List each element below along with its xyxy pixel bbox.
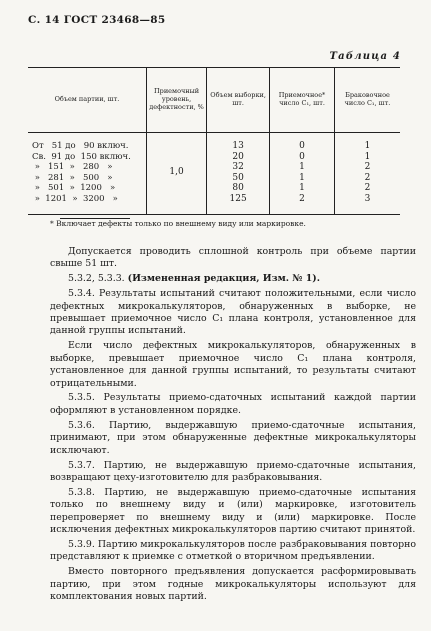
acceptance-level-cell: 1,0 <box>146 133 206 215</box>
acceptance-number-value: 2 <box>299 193 305 204</box>
acceptance-number-cell <box>270 133 335 215</box>
column-header-sample-size: Объем выборки, шт. <box>207 68 270 133</box>
paragraph: 5.3.6. Партию, выдержавшую приемо-сдаточные испытания, принимают, при этом обнаруженные дефектные микрокалькуляторы исключают. <box>50 419 416 456</box>
sample-size-value: 20 <box>232 151 244 162</box>
rejection-number-value: 2 <box>364 172 371 183</box>
rejection-number-value: 2 <box>364 183 371 193</box>
rejection-number-value: 1 <box>364 141 371 151</box>
body-text <box>50 246 416 606</box>
acceptance-number-value: 1 <box>299 172 305 183</box>
rejection-number-cell <box>334 133 400 215</box>
sample-size-value: 13 <box>232 141 244 151</box>
rejection-number-value: 3 <box>364 193 371 204</box>
batch-size-row: » 501 » 1200 » <box>32 183 116 193</box>
paragraph: Если число дефектных микрокалькуляторов, обнаруженных в выборке, превышает приемочное число C₁ плана контроля, установленное для данной группы испытаний, то результаты считают отрицательными. <box>50 340 416 389</box>
paragraph: 5.3.4. Результаты испытаний считают положительными, если число дефектных микрокалькуляторов, обнаруженных в выборке, не превышает приемочное число C₁ плана контроля, установленное для данной группы испытаний. <box>50 288 416 337</box>
batch-size-row: » 281 » 500 » <box>32 172 113 183</box>
amendment-note-bold: (Измененная редакция, Изм. № 1). <box>127 273 320 285</box>
column-header-acceptance-level: Приемочный уровень, дефектности, % <box>146 68 206 133</box>
sample-size-value: 32 <box>232 162 244 172</box>
sampling-table <box>28 67 400 215</box>
paragraph-amendment-note: 5.3.2, 5.3.3. (Измененная редакция, Изм. № 1). <box>68 273 320 285</box>
batch-size-row: » 1201 » 3200 » <box>32 193 118 204</box>
acceptance-number-value: 1 <box>299 183 305 193</box>
paragraph: 5.3.7. Партию, не выдержавшую приемо-сдаточные испытания, возвращают цеху-изготовителю для разбраковывания. <box>50 459 416 483</box>
batch-size-row: » 151 » 280 » <box>32 162 113 172</box>
page-header: С. 14 ГОСТ 23468—85 <box>28 14 166 26</box>
batch-size-row: От 51 до 90 включ. <box>32 141 129 151</box>
paragraph: Вместо повторного предъявления допускается расформировывать партию, при этом годные микрокалькуляторы используют для комплектования новых партий. <box>50 566 416 603</box>
acceptance-number-value: 1 <box>299 162 305 172</box>
paragraph: Допускается проводить сплошной контроль при объеме партии свыше 51 шт. <box>50 246 416 270</box>
sample-size-cell <box>207 133 270 215</box>
rejection-number-value: 2 <box>364 162 371 172</box>
sample-size-value: 80 <box>232 183 244 193</box>
rejection-number-value: 1 <box>364 151 371 162</box>
paragraph: 5.3.8. Партию, не выдержавшую приемо-сдаточные испытания только по внешнему виду и (или) маркировке, изготовитель перепроверяет по внешнему виду и (или) маркировке. После исключения дефектных микрокалькуляторов партию считают принятой. <box>50 486 416 536</box>
table-label: Таблица 4 <box>329 51 401 62</box>
batch-size-row: Св. 91 до 150 включ. <box>32 151 131 162</box>
table-footnote: * Включает дефекты только по внешнему виду или маркировке. <box>50 219 306 228</box>
column-header-acceptance-number: Приемочное* число C₁, шт. <box>270 68 335 133</box>
paragraph: 5.3.9. Партию микрокалькуляторов после разбраковывания повторно представляют к приемке с отметкой о вторичном предъявлении. <box>50 538 416 563</box>
sample-size-value: 125 <box>229 193 247 204</box>
sample-size-value: 50 <box>232 172 244 183</box>
acceptance-number-value: 0 <box>299 141 305 151</box>
acceptance-number-value: 0 <box>299 151 305 162</box>
batch-size-cell <box>28 133 146 215</box>
column-header-rejection-number: Браковочное число C₁, шт. <box>334 68 400 133</box>
column-header-batch-size: Объем партии, шт. <box>28 68 146 133</box>
paragraph: 5.3.5. Результаты приемо-сдаточных испытаний каждой партии оформляют в установленном порядке. <box>50 392 416 416</box>
